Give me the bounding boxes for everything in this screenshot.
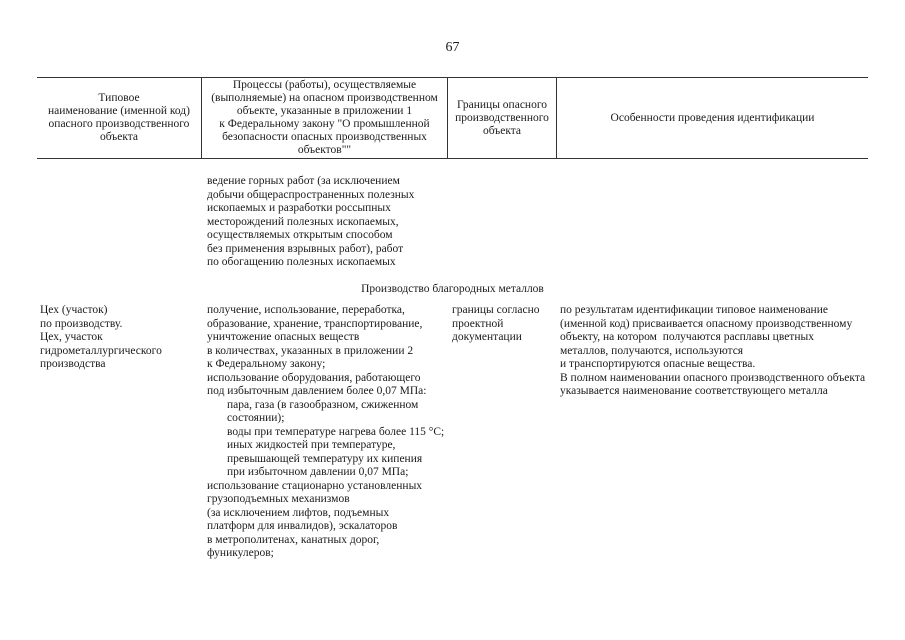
text-line: безопасности опасных производственных [222,131,427,143]
text-line: платформ для инвалидов), эскалаторов [207,520,398,532]
text-line: под избыточным давлением более 0,07 МПа: [207,385,427,397]
text-line: документации [452,331,522,343]
text-line: наименование (именной код) [48,105,190,117]
text-line: ведение горных работ (за исключением [207,175,400,187]
text-line: при избыточном давлении 0,07 МПа; [227,466,409,478]
text-line: по производству. [40,317,123,330]
text-line: осуществляемых открытым способом [207,229,393,241]
text-line: опасного производственного [48,118,190,130]
object-name-cell [40,304,162,372]
text-line: (выполняемые) на опасном производственном [211,92,438,104]
page-number: 67 [445,40,460,55]
text-line: воды при температуре нагрева более 115 °С; [227,425,445,438]
text-line: объектов"" [297,144,352,156]
text-line: (за исключением лифтов, подъемных [207,506,390,519]
text-line: ископаемых и разработки россыпных [207,202,391,214]
text-line: проектной [452,317,504,330]
header-object-name [37,77,201,159]
text-line: получение, использование, переработка, [207,304,405,316]
text-line: гидрометаллургического [40,344,162,357]
text-line: Процессы (работы), осуществляемые [232,79,417,91]
text-line: производственного [455,111,549,124]
boundaries-cell [452,304,539,345]
text-line: объекту, на котором получаются расплавы цветных [560,331,814,343]
text-line: объекта [482,124,522,137]
header-identification-features [557,77,868,159]
text-line: объекте, указанные в приложении 1 [236,105,413,117]
text-line: и транспортируются опасные вещества. [560,358,756,370]
text-line: грузоподъемных механизмов [207,493,350,505]
text-line: к Федеральному закону "О промышленной [219,118,430,130]
text-line: указывается наименование соответствующего металла [560,385,828,397]
text-line: использование оборудования, работающего [207,371,421,384]
text-line: к Федеральному закону; [207,358,326,370]
processes-cell [207,304,444,561]
text-line: Типовое [98,92,140,104]
text-line: (именной код) присваивается опасному производственному [560,317,853,330]
text-line: превышающей температуру их кипения [227,452,423,465]
identification-features-cell [560,304,865,399]
text-line: металлов, получаются, используются [560,344,744,357]
text-line: по обогащению полезных ископаемых [207,256,396,268]
text-line: производства [40,358,106,370]
text-line: добычи общераспространенных полезных [207,188,415,201]
text-line: по результатам идентификации типовое наименование [560,304,828,316]
text-line: Особенности проведения идентификации [610,111,815,124]
text-line: образование, хранение, транспортирование, [207,317,423,330]
header-processes [202,77,447,159]
text-line: Цех (участок) [40,304,108,316]
continued-processes-text [207,175,414,270]
text-line: состоянии); [227,412,285,424]
text-line: Цех, участок [40,331,103,343]
text-line: В полном наименовании опасного производственного объекта [560,371,866,384]
text-line: пара, газа (в газообразном, сжиженном [227,398,419,411]
text-line: в количествах, указанных в приложении 2 [207,344,414,357]
header-boundaries [448,77,556,159]
text-line: месторождений полезных ископаемых, [207,215,399,228]
text-line: объекта [99,131,139,143]
text-line: использование стационарно установленных [207,479,423,492]
text-line: Границы опасного [456,98,548,111]
section-title: Производство благородных металлов [361,283,544,295]
text-line: уничтожение опасных веществ [207,331,360,343]
text-line: фуникулеров; [207,547,274,559]
text-line: иных жидкостей при температуре, [227,439,396,451]
text-line: без применения взрывных работ), работ [207,242,404,255]
text-line: в метрополитенах, канатных дорог, [207,533,380,546]
text-line: границы согласно [452,304,540,316]
